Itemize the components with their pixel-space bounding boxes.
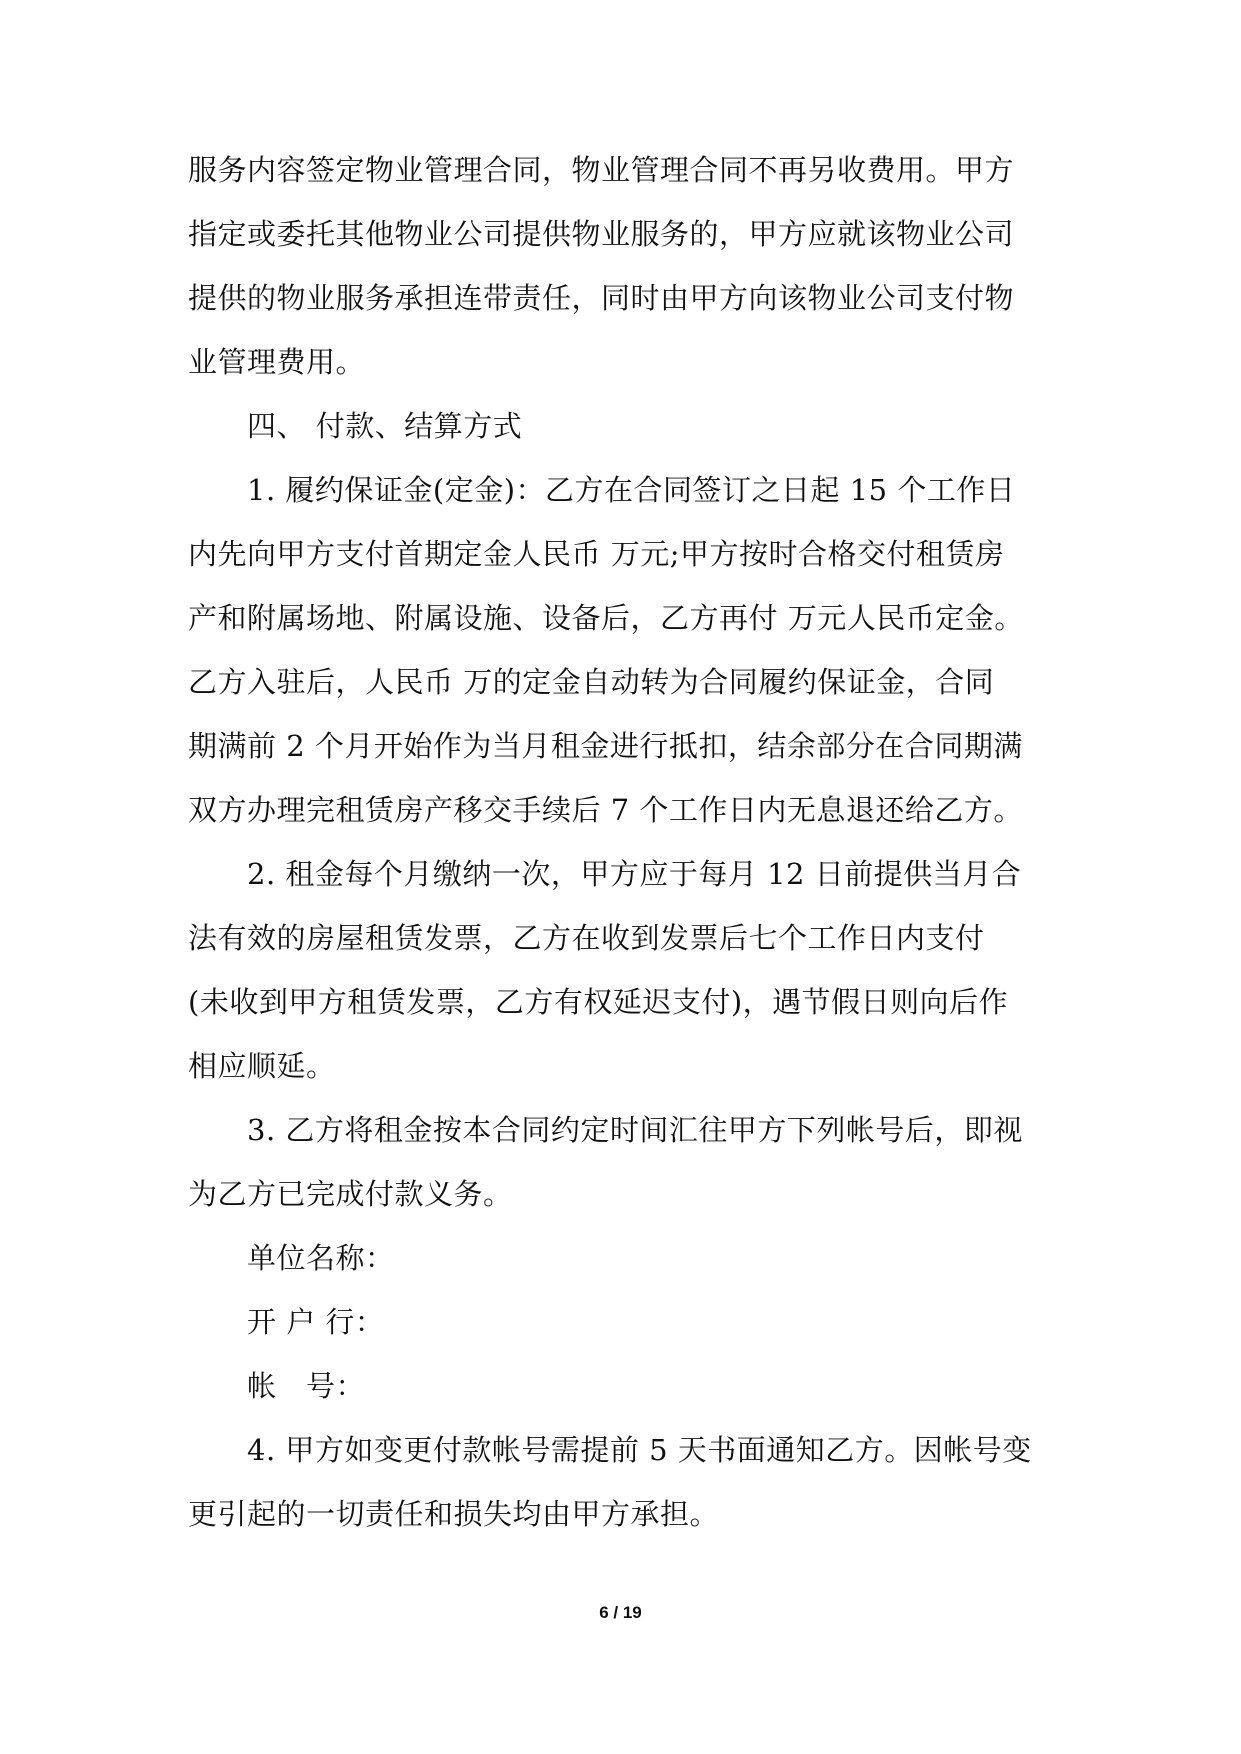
body-line: 相应顺延。: [188, 1049, 336, 1083]
document-body: [188, 152, 1068, 1560]
body-line: 内先向甲方支付首期定金人民币 万元;甲方按时合格交付租赁房: [188, 537, 1005, 571]
body-line: 3. 乙方将租金按本合同约定时间汇往甲方下列帐号后，即视: [188, 1113, 1023, 1147]
body-line: 更引起的一切责任和损失均由甲方承担。: [188, 1497, 720, 1531]
body-line: 期满前 2 个月开始作为当月租金进行抵扣，结余部分在合同期满: [188, 729, 1023, 763]
body-line: 乙方入驻后，人民币 万的定金自动转为合同履约保证金，合同: [188, 665, 995, 699]
body-line: 4. 甲方如变更付款帐号需提前 5 天书面通知乙方。因帐号变: [188, 1433, 1032, 1467]
bank-label: 开 户 行：: [188, 1305, 385, 1339]
body-line: 服务内容签定物业管理合同，物业管理合同不再另收费用。甲方: [188, 153, 1015, 187]
section-heading: 四、 付款、结算方式: [188, 409, 523, 443]
page-number: 6 / 19: [599, 1603, 642, 1622]
body-line: 2. 租金每个月缴纳一次，甲方应于每月 12 日前提供当月合: [188, 857, 1022, 891]
account-name-label: 单位名称：: [188, 1241, 395, 1275]
body-line: 1. 履约保证金(定金)：乙方在合同签订之日起 15 个工作日: [188, 473, 1016, 507]
body-line: 双方办理完租赁房产移交手续后 7 个工作日内无息退还给乙方。: [188, 793, 1023, 827]
body-line: 业管理费用。: [188, 345, 366, 379]
body-line: (未收到甲方租赁发票，乙方有权延迟支付)，遇节假日则向后作: [188, 985, 1009, 1019]
body-line: 提供的物业服务承担连带责任，同时由甲方向该物业公司支付物: [188, 281, 1015, 315]
body-line: 指定或委托其他物业公司提供物业服务的，甲方应就该物业公司: [188, 217, 1015, 251]
account-number-label: 帐 号：: [188, 1369, 366, 1403]
body-line: 产和附属场地、附属设施、设备后，乙方再付 万元人民币定金。: [188, 601, 1024, 635]
body-line: 法有效的房屋租赁发票，乙方在收到发票后七个工作日内支付: [188, 921, 985, 955]
body-line: 为乙方已完成付款义务。: [188, 1177, 513, 1211]
